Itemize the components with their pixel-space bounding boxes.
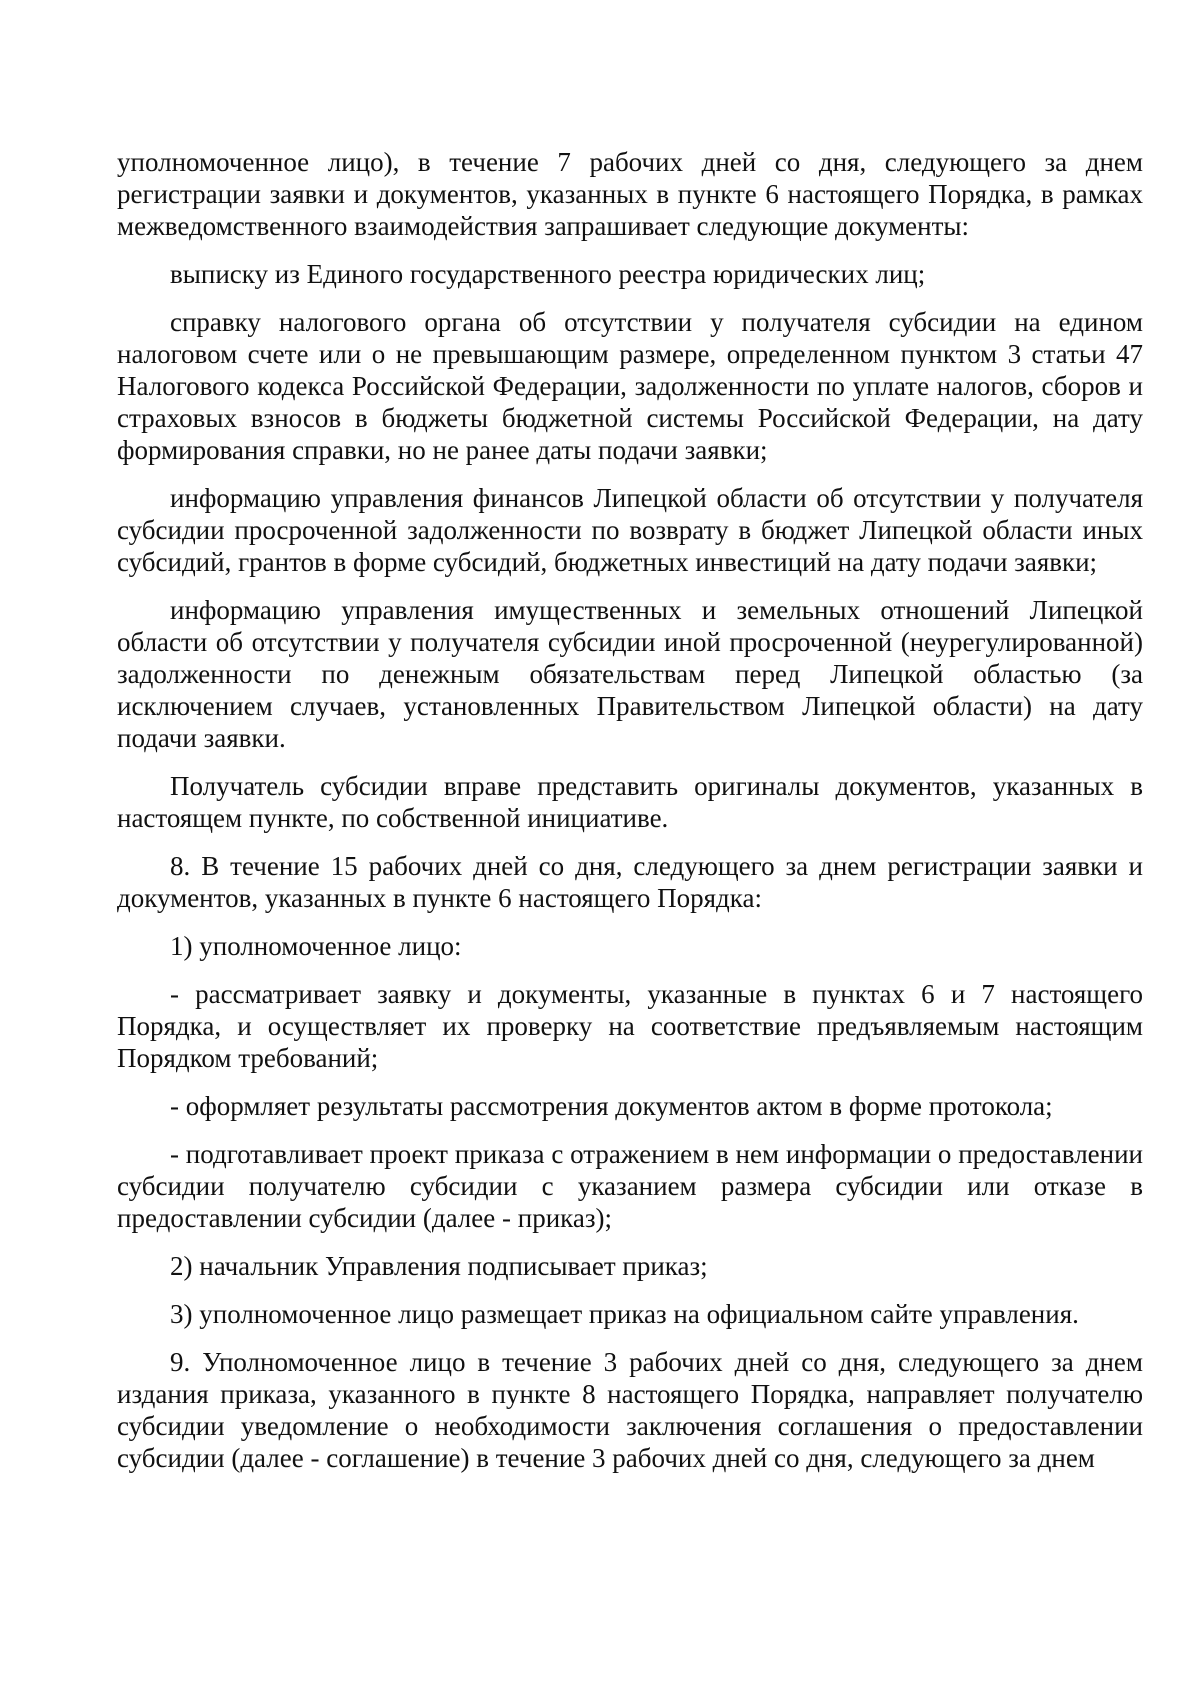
paragraph-tax-certificate: справку налогового органа об отсутствии у получателя субсидии на едином налоговом счете или о не превышающим размере, определенном пунктом 3 статьи 47 Налогового кодекса Российской Федерации, задолженности по уплате налогов, сборов и страховых взносов в бюджеты бюджетной системы Российской Федерации, на дату формирования справки, но не ранее даты подачи заявки; — [117, 307, 1143, 465]
paragraph-review: - рассматривает заявку и документы, указанные в пунктах 6 и 7 настоящего Порядка, и осуществляет их проверку на соответствие предъявляемым настоящим Порядком требований; — [117, 979, 1143, 1073]
paragraph-item-8: 8. В течение 15 рабочих дней со дня, следующего за днем регистрации заявки и документов, указанных в пункте 6 настоящего Порядка: — [117, 851, 1143, 913]
paragraph-finance-info: информацию управления финансов Липецкой области об отсутствии у получателя субсидии просроченной задолженности по возврату в бюджет Липецкой области иных субсидий, грантов в форме субсидий, бюджетных инвестиций на дату подачи заявки; — [117, 483, 1143, 577]
document-body — [117, 146, 1143, 1490]
paragraph-item-8-3: 3) уполномоченное лицо размещает приказ на официальном сайте управления. — [170, 1299, 1079, 1329]
paragraph-egrul-extract: выписку из Единого государственного реестра юридических лиц; — [170, 259, 926, 289]
paragraph-continuation: уполномоченное лицо), в течение 7 рабочих дней со дня, следующего за днем регистрации заявки и документов, указанных в пункте 6 настоящего Порядка, в рамках межведомственного взаимодействия запрашивает следующие документы: — [117, 147, 1143, 241]
paragraph-protocol: - оформляет результаты рассмотрения документов актом в форме протокола; — [170, 1091, 1053, 1121]
paragraph-item-9: 9. Уполномоченное лицо в течение 3 рабочих дней со дня, следующего за днем издания приказа, указанного в пункте 8 настоящего Порядка, направляет получателю субсидии уведомление о необходимости заключения соглашения о предоставлении субсидии (далее - соглашение) в течение 3 рабочих дней со дня, следующего за днем — [117, 1347, 1143, 1473]
paragraph-item-8-1: 1) уполномоченное лицо: — [170, 931, 462, 961]
paragraph-item-8-2: 2) начальник Управления подписывает приказ; — [170, 1251, 708, 1281]
paragraph-property-info: информацию управления имущественных и земельных отношений Липецкой области об отсутствии у получателя субсидии иной просроченной (неурегулированной) задолженности по денежным обязательствам перед Липецкой областью (за исключением случаев, установленных Правительством Липецкой области) на дату подачи заявки. — [117, 595, 1143, 753]
paragraph-originals-right: Получатель субсидии вправе представить оригиналы документов, указанных в настоящем пункте, по собственной инициативе. — [117, 771, 1143, 833]
paragraph-draft-order: - подготавливает проект приказа с отражением в нем информации о предоставлении субсидии получателю субсидии с указанием размера субсидии или отказе в предоставлении субсидии (далее - приказ); — [117, 1139, 1143, 1233]
